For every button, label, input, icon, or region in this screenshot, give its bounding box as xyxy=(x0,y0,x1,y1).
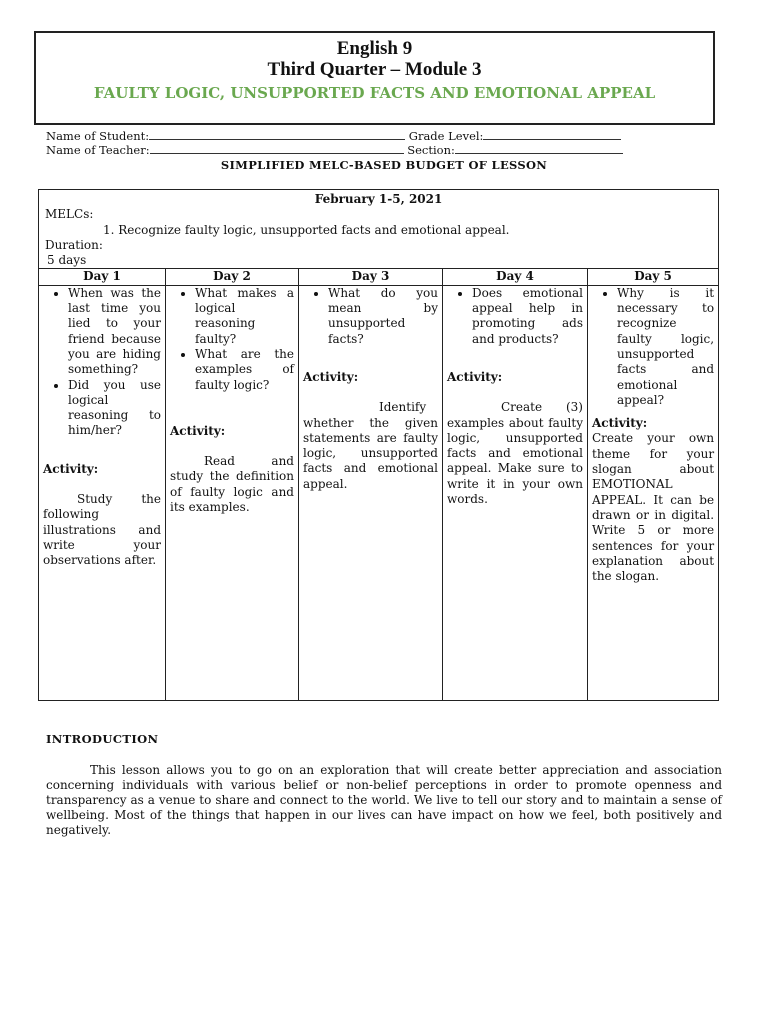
day4-cell xyxy=(443,285,588,700)
melc-cell xyxy=(39,190,719,269)
student-label: Name of Student: xyxy=(46,129,150,143)
lesson-budget-table xyxy=(38,189,719,701)
day4-question: • Does emotional appeal help in promoting ads and products? xyxy=(472,286,583,347)
section-field[interactable] xyxy=(455,143,623,154)
lesson-date: February 1-5, 2021 xyxy=(314,192,443,206)
day2-question: • What are the examples of faulty logic? xyxy=(195,347,294,393)
day1-activity-label: Activity: xyxy=(43,461,99,476)
day1-cell xyxy=(39,285,166,700)
day5-cell xyxy=(588,285,719,700)
day1-question: • When was the last time you lied to your friend because you are hiding something? xyxy=(68,286,161,378)
day-header: Day 3 xyxy=(299,269,443,285)
day2-question: • What makes a logical reasoning faulty? xyxy=(195,286,294,347)
day-header: Day 5 xyxy=(588,269,719,285)
duration-label: Duration: xyxy=(45,237,103,252)
day-header: Day 2 xyxy=(166,269,299,285)
day3-activity-label: Activity: xyxy=(303,369,359,384)
grade-level-field[interactable] xyxy=(483,129,621,140)
day2-cell xyxy=(166,285,299,700)
day5-activity-label: Activity: xyxy=(592,416,648,431)
section-label: Section: xyxy=(407,143,455,157)
melcs-label: MELCs: xyxy=(45,207,94,222)
introduction-heading: INTRODUCTION xyxy=(46,732,159,746)
day3-cell xyxy=(299,285,443,700)
day4-activity-label: Activity: xyxy=(447,369,503,384)
introduction-text: This lesson allows you to go on an exploration that will create better appreciation and association concerning individuals with various belief or non-belief perceptions in order to promote openness and transparency as a venue to share and connect to the world. We live to tell our story and to maintain a sense of wellbeing. Most of the things that happen in our lives can have impact on how we feel, both positively and negatively. xyxy=(46,763,722,837)
budget-heading: SIMPLIFIED MELC-BASED BUDGET OF LESSON xyxy=(220,158,548,172)
topic-title: FAULTY LOGIC, UNSUPPORTED FACTS AND EMOTIONAL APPEAL xyxy=(93,84,656,102)
duration-value: 5 days xyxy=(47,253,87,268)
day2-activity-label: Activity: xyxy=(170,423,226,438)
day3-activity: Identify whether the given statements are faulty logic, unsupported facts and emotional appeal. xyxy=(303,400,438,491)
teacher-label: Name of Teacher: xyxy=(46,143,150,157)
grade-level-label: Grade Level: xyxy=(408,129,484,143)
module-title-box xyxy=(34,31,715,125)
subject-title: English 9 xyxy=(336,38,413,59)
day3-question: • What do you mean by unsupported facts? xyxy=(328,286,438,347)
day1-question: • Did you use logical reasoning to him/her? xyxy=(68,378,161,439)
quarter-module-title: Third Quarter – Module 3 xyxy=(267,59,482,80)
teacher-section-row xyxy=(46,143,623,157)
day-header: Day 1 xyxy=(39,269,166,285)
day5-activity: Create your own theme for your slogan about EMOTIONAL APPEAL. It can be drawn or in digital. Write 5 or more sentences for your explanation about the slogan. xyxy=(592,431,715,584)
melc-item: 1. Recognize faulty logic, unsupported facts and emotional appeal. xyxy=(103,222,510,237)
day-header: Day 4 xyxy=(443,269,588,285)
day5-question: • Why is it necessary to recognize faulty logic, unsupported facts and emotional appeal? xyxy=(617,286,714,408)
day2-activity: Read and study the definition of faulty logic and its examples. xyxy=(170,454,294,515)
day4-activity: Create (3) examples about faulty logic, unsupported facts and emotional appeal. Make sure to write it in your own words. xyxy=(447,400,583,507)
day1-activity: Study the following illustrations and write your observations after. xyxy=(43,492,161,568)
student-grade-row xyxy=(46,129,621,143)
student-name-field[interactable] xyxy=(149,129,405,140)
teacher-name-field[interactable] xyxy=(150,143,404,154)
